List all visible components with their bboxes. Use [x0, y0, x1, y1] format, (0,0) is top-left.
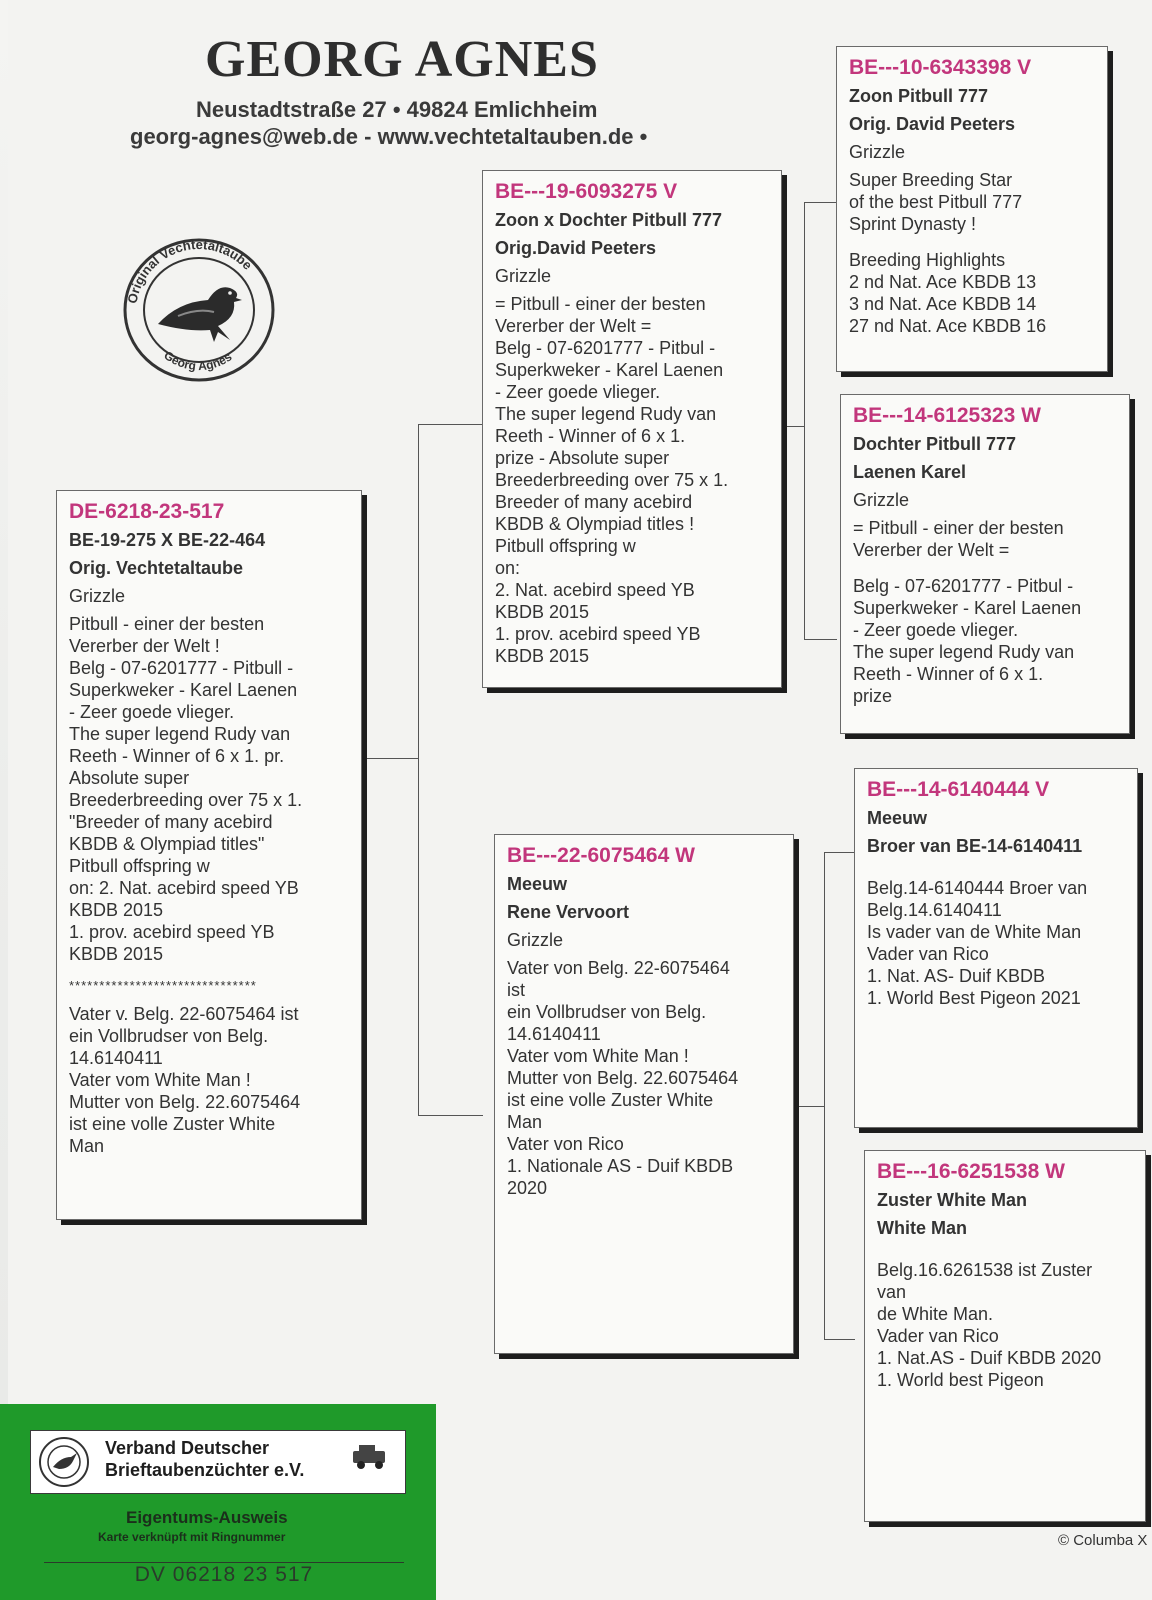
card-subtitle: Karte verknüpft mit Ringnummer: [98, 1530, 286, 1544]
pigeon-notes: Belg.14-6140444 Broer van Belg.14.6140411 Is vader van de White Man Vader van Rico 1. Nat. AS- Duif KBDB 1. World Best Pigeon 2021: [867, 878, 1088, 1008]
breeder-contact: georg-agnes@web.de - www.vechtetaltauben.de •: [130, 124, 648, 149]
card-org-line2: Brieftaubenzüchter e.V.: [105, 1460, 305, 1480]
pigeon-notes: Super Breeding Star of the best Pitbull 777 Sprint Dynasty !: [849, 170, 1023, 234]
pigeon-color: Grizzle: [69, 586, 126, 606]
card-ring-number: DV 06218 23 517: [44, 1562, 404, 1587]
pigeon-color: Grizzle: [507, 930, 564, 950]
breeder-address: Neustadtstraße 27 • 49824 Emlichheim: [196, 97, 598, 122]
ring-number: DE-6218-23-517: [69, 500, 225, 523]
pigeon-card-grandsire-paternal: [836, 46, 1108, 372]
pigeon-line: Meeuw: [867, 808, 928, 828]
pigeon-origin: Orig. David Peeters: [849, 114, 1016, 134]
copyright: © Columba X: [1058, 1532, 1148, 1549]
stamp-bottom-text: Georg Agnes: [161, 348, 235, 374]
pigeon-origin: White Man: [877, 1218, 967, 1238]
association-logo-icon: [37, 1435, 91, 1489]
pigeon-origin: Orig.David Peeters: [495, 238, 657, 258]
pigeon-line: Dochter Pitbull 777: [853, 434, 1017, 454]
transport-car-icon: [349, 1441, 391, 1471]
pigeon-card-grandsire-maternal: [854, 768, 1138, 1128]
pigeon-notes: Vater von Belg. 22-6075464 ist ein Vollbrudser von Belg. 14.6140411 Vater vom White Man ! Mutter von Belg. 22.6075464 ist eine volle Zuster White Man Vater von Rico 1. Nationale AS - Duif KBDB 2020: [507, 958, 739, 1198]
stamp-top-text: Original Vechtetaltaube: [124, 236, 256, 305]
connector-father-parents: [804, 202, 837, 640]
pigeon-origin: Orig. Vechtetaltaube: [69, 558, 244, 578]
svg-text:Georg Agnes: [161, 348, 234, 373]
pigeon-notes: = Pitbull - einer der besten Vererber der Welt = Belg - 07-6201777 - Pitbul - Superkweker - Karel Laenen - Zeer goede vlieger. The super legend Rudy van Reeth - Winner of 6 x 1. prize - Absolute super Breederbreeding over 75 x 1. Breeder of many acebird KBDB & Olympiad titles ! Pitbull offspring w on: 2. Nat. acebird speed YB KBDB 2015 1. prov. acebird speed YB KBDB 2015: [495, 294, 729, 666]
connector-father: [782, 426, 804, 427]
pigeon-origin: Rene Vervoort: [507, 902, 630, 922]
card-org-name: [105, 1437, 304, 1481]
pigeon-card-granddam-paternal: [840, 394, 1130, 734]
pigeon-origin: Broer van BE-14-6140411: [867, 836, 1083, 856]
ring-number: BE---16-6251538 W: [877, 1160, 1065, 1183]
ring-number: BE---22-6075464 W: [507, 844, 695, 867]
separator: *******************************: [69, 978, 257, 993]
pigeon-notes-secondary: Breeding Highlights 2 nd Nat. Ace KBDB 13 3 nd Nat. Ace KBDB 14 27 nd Nat. Ace KBDB 16: [849, 250, 1047, 336]
card-title: Eigentums-Ausweis: [126, 1508, 288, 1527]
ring-number: BE---14-6140444 V: [867, 778, 1050, 801]
pigeon-notes: = Pitbull - einer der besten Vererber der Welt =: [853, 518, 1064, 560]
card-header: [30, 1430, 406, 1494]
pigeon-color: Grizzle: [853, 490, 910, 510]
pigeon-notes-secondary: Vater v. Belg. 22-6075464 ist ein Vollbrudser von Belg. 14.6140411 Vater vom White Man ! Mutter von Belg. 22.6075464 ist eine volle Zuster White Man: [69, 1004, 301, 1156]
pigeon-card-mother: [494, 834, 794, 1354]
connector-subject: [362, 758, 418, 759]
pigeon-card-granddam-maternal: [864, 1150, 1146, 1522]
connector-mother-parents: [824, 852, 855, 1340]
connector-parents: [418, 424, 483, 1116]
loft-stamp: [118, 232, 280, 382]
pigeon-notes-secondary: Belg - 07-6201777 - Pitbul - Superkweker - Karel Laenen - Zeer goede vlieger. The super legend Rudy van Reeth - Winner of 6 x 1. prize: [853, 576, 1082, 706]
connector-mother: [794, 1106, 824, 1107]
ring-number: BE---19-6093275 V: [495, 180, 678, 203]
ring-number: BE---14-6125323 W: [853, 404, 1041, 427]
pigeon-line: Zoon Pitbull 777: [849, 86, 989, 106]
pigeon-parents: BE-19-275 X BE-22-464: [69, 530, 266, 550]
pigeon-notes: Belg.16.6261538 ist Zuster van de White Man. Vader van Rico 1. Nat.AS - Duif KBDB 2020 1. World best Pigeon: [877, 1260, 1102, 1390]
pigeon-line: Zoon x Dochter Pitbull 777: [495, 210, 723, 230]
ring-number: BE---10-6343398 V: [849, 56, 1032, 79]
pigeon-origin: Laenen Karel: [853, 462, 967, 482]
pigeon-color: Grizzle: [849, 142, 906, 162]
pigeon-card-subject: [56, 490, 362, 1220]
pigeon-icon: [158, 287, 242, 342]
pigeon-notes: Pitbull - einer der besten Vererber der Welt ! Belg - 07-6201777 - Pitbull - Superkweker - Karel Laenen - Zeer goede vlieger. The super legend Rudy van Reeth - Winner of 6 x 1. pr. Absolute super Breederbreeding over 75 x 1. "Breeder of many acebird KBDB & Olympiad titles" Pitbull offspring w on: 2. Nat. acebird speed YB KBDB 2015 1. prov. acebird speed YB KBDB 2015: [69, 614, 303, 964]
card-org-line1: Verband Deutscher: [105, 1438, 270, 1458]
breeder-name: GEORG AGNES: [205, 31, 599, 88]
pigeon-color: Grizzle: [495, 266, 552, 286]
pigeon-card-father: [482, 170, 782, 688]
pigeon-line: Zuster White Man: [877, 1190, 1028, 1210]
pigeon-line: Meeuw: [507, 874, 568, 894]
